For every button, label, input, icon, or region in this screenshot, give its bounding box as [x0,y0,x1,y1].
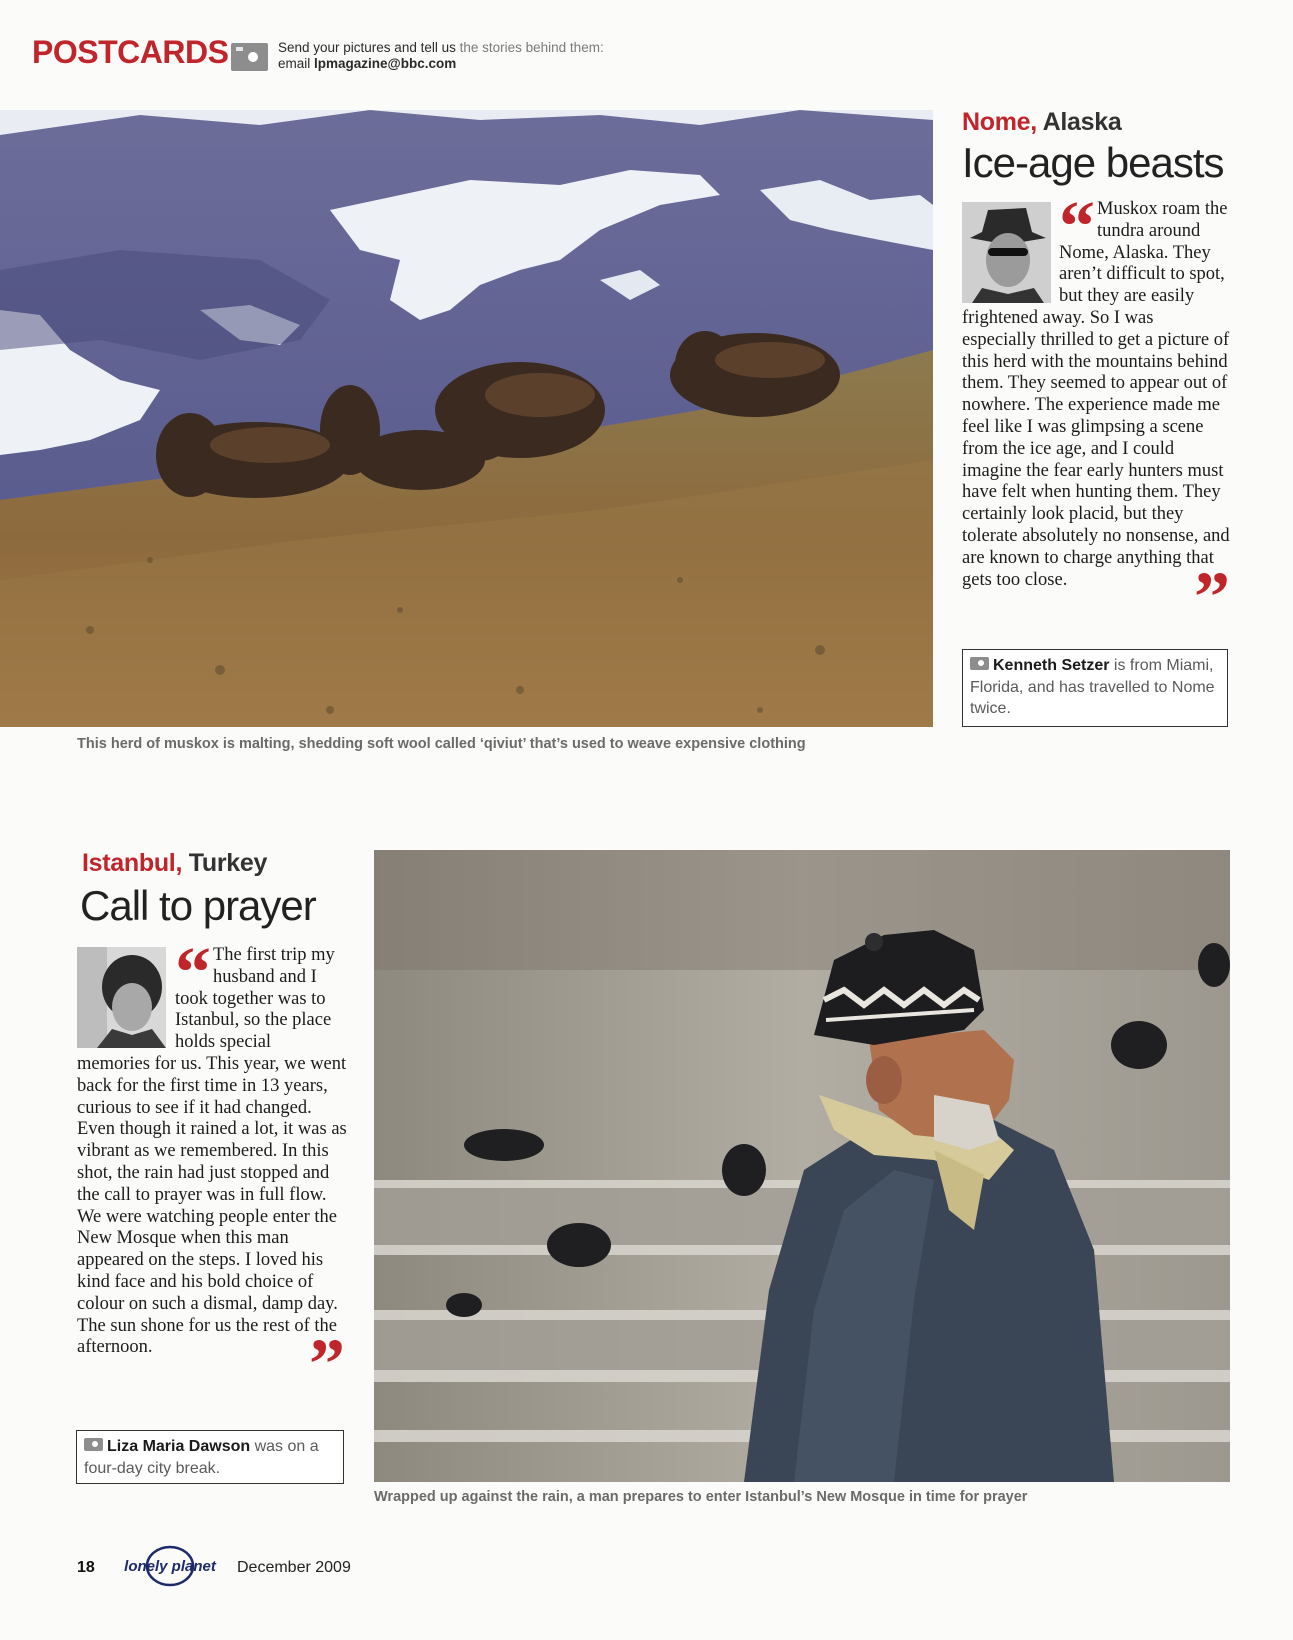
submission-email[interactable]: lpmagazine@bbc.com [314,56,457,71]
article1-location [962,110,1121,135]
photographer-credit [76,1430,344,1484]
camera-icon [231,43,268,71]
photographer-credit [962,649,1228,727]
article2-country: Turkey [182,849,268,877]
istanbul-caption: Wrapped up against the rain, a man prepares to enter Istanbul’s New Mosque in time for prayer [374,1489,1028,1505]
open-quote-mark: “ [175,932,207,1012]
istanbul-photo [374,850,1230,1482]
article2-headline: Call to prayer [80,882,316,929]
article2-city: Istanbul, [82,849,183,877]
close-quote-mark: ” [1194,556,1226,637]
open-quote-mark: “ [1059,186,1091,266]
article2-text: The first trip my husband and I took together was to Istanbul, so the place holds special memories for us. This year, we went back for the first time in 13 years, curious to see if it had changed. Even though it rained a lot, it was as vibrant as we remembered. In this shot, the rain had just stopped and the call to prayer was in full flow. We were watching people enter the New Mosque when this man appeared on the steps. I loved his kind face and his bold choice of colour on such a dismal, damp day. The sun shone for us the rest of the afternoon. [77,945,347,1358]
article1-country: Alaska [1036,108,1122,136]
photographer-name: Liza Maria Dawson [107,1438,251,1455]
photographer-name: Kenneth Setzer [993,657,1110,674]
submission-line1: Send your pictures and tell us [278,40,456,55]
submission-line1-faint: the stories behind them: [455,40,604,55]
author-portrait [962,202,1051,303]
photographer-bio: is from Miami, Florida, and has travelled to Nome twice. [970,657,1215,717]
article1-headline: Ice-age beasts [962,139,1224,186]
close-quote-mark: ” [309,1324,341,1405]
svg-text:lonely planet: lonely planet [124,1558,216,1575]
section-title: POSTCARDS [32,34,229,70]
submission-email-prefix: email [278,56,315,71]
article1-city: Nome, [962,108,1037,136]
muskox-caption: This herd of muskox is malting, shedding soft wool called ‘qiviut’ that’s used to weave expensive clothing [77,736,806,752]
article1-body [962,186,1232,637]
camera-icon [970,657,989,670]
article1-text: Muskox roam the tundra around Nome, Alaska. They aren’t difficult to spot, but they are easily frightened away. So I was especially thrilled to get a picture of this herd with the mountains behind them. They seemed to appear out of nowhere. The experience made me feel like I was glimpsing a scene from the ice age, and I could imagine the fear early hunters must have felt when hunting them. They certainly look placid, but they tolerate absolutely no nonsense, and are known to charge anything that gets too close. [962,199,1230,590]
page-number: 18 [77,1559,95,1576]
muskox-photo [0,110,933,727]
submission-note [278,40,604,72]
photographer-bio: was on a four-day city break. [84,1438,319,1477]
article2-body [77,932,347,1405]
article2-location [82,851,267,876]
lonely-planet-logo [123,1545,217,1587]
author-portrait [77,947,166,1048]
camera-icon [84,1438,103,1451]
issue-date: December 2009 [237,1559,351,1576]
